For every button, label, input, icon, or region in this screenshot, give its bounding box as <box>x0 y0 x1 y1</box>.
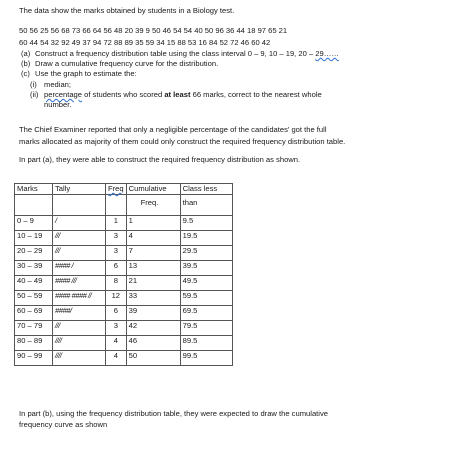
header-marks-blank <box>15 195 53 216</box>
question-c-i <box>30 80 71 90</box>
table-row <box>15 336 233 351</box>
cell-cumulative: 4 <box>126 231 180 246</box>
cell-tally: /// <box>53 321 106 336</box>
report-line-3: In part (a), they were able to construct the required frequency distribution as shown. <box>19 155 301 164</box>
cell-tally: #### #### // <box>53 291 106 306</box>
question-b-text: Draw a cumulative frequency curve for the distribution. <box>35 59 219 68</box>
table-row <box>15 231 233 246</box>
data-line-1: 50 56 25 56 68 73 66 64 56 48 20 39 9 50 46 54 54 40 50 96 36 44 18 97 65 21 <box>19 26 288 35</box>
header-cumulative: Cumulative <box>126 184 180 195</box>
question-c-ii-text2: 66 marks, correct to the nearest whole <box>190 90 322 99</box>
cell-class-less: 69.5 <box>180 306 232 321</box>
cell-class-less: 19.5 <box>180 231 232 246</box>
cell-freq: 4 <box>106 336 127 351</box>
header-marks: Marks <box>15 184 53 195</box>
question-a-squiggle: 29…… <box>315 49 339 58</box>
intro-text: The data show the marks obtained by students in a Biology test. <box>19 6 235 15</box>
cell-freq: 3 <box>106 321 127 336</box>
cell-cumulative: 42 <box>126 321 180 336</box>
cell-marks: 20 – 29 <box>15 246 53 261</box>
cell-class-less: 9.5 <box>180 216 232 231</box>
cell-freq: 3 <box>106 231 127 246</box>
footer-line-1: In part (b), using the frequency distribution table, they were expected to draw the cumulative <box>19 409 328 418</box>
cell-cumulative: 13 <box>126 261 180 276</box>
header-class-less: Class less <box>180 184 232 195</box>
cell-marks: 70 – 79 <box>15 321 53 336</box>
header-freq-text: Freq <box>108 184 124 193</box>
cell-tally: ####/ <box>53 306 106 321</box>
cell-tally: / <box>53 216 106 231</box>
report-line-2: marks allocated as majority of them could only construct the required frequency distribution table. <box>19 137 346 146</box>
table-row <box>15 291 233 306</box>
question-c-i-text: median; <box>44 80 72 89</box>
cell-class-less: 59.5 <box>180 291 232 306</box>
question-c-ii-bold: at least <box>164 90 191 99</box>
question-c-ii-text3: number. <box>44 100 72 109</box>
cell-marks: 80 – 89 <box>15 336 53 351</box>
header-tally: Tally <box>53 184 106 195</box>
cell-freq: 1 <box>106 216 127 231</box>
header-freq <box>106 184 127 195</box>
table-row <box>15 261 233 276</box>
question-c-ii-squiggle: percentage <box>44 90 82 99</box>
header-cum-bottom-text: Freq. <box>140 198 159 207</box>
cell-cumulative: 46 <box>126 336 180 351</box>
footer-line-2: frequency curve as shown <box>19 420 108 429</box>
table-row <box>15 216 233 231</box>
cell-tally: #### / <box>53 261 106 276</box>
cell-tally: //// <box>53 336 106 351</box>
question-a-label: (a) <box>21 49 31 58</box>
cell-cumulative: 7 <box>126 246 180 261</box>
cell-freq: 3 <box>106 246 127 261</box>
cell-cumulative: 1 <box>126 216 180 231</box>
cell-class-less: 49.5 <box>180 276 232 291</box>
cell-cumulative: 39 <box>126 306 180 321</box>
question-b <box>21 59 218 69</box>
cell-cumulative: 21 <box>126 276 180 291</box>
cell-marks: 0 – 9 <box>15 216 53 231</box>
cell-tally: /// <box>53 246 106 261</box>
question-c-text: Use the graph to estimate the: <box>35 69 137 78</box>
cell-tally: #### /// <box>53 276 106 291</box>
header-tally-blank <box>53 195 106 216</box>
question-a-text: Construct a frequency distribution table using the class interval 0 – 9, 10 – 19, 20 – <box>35 49 316 58</box>
header-freq-blank <box>106 195 127 216</box>
cell-marks: 30 – 39 <box>15 261 53 276</box>
question-c <box>21 69 137 79</box>
cell-class-less: 99.5 <box>180 351 232 366</box>
cell-class-less: 79.5 <box>180 321 232 336</box>
table-body <box>15 216 233 366</box>
question-b-label: (b) <box>21 59 31 68</box>
table-row <box>15 246 233 261</box>
question-c-i-label: (i) <box>30 80 37 89</box>
cell-freq: 8 <box>106 276 127 291</box>
table-row <box>15 276 233 291</box>
table-row <box>15 351 233 366</box>
cell-marks: 10 – 19 <box>15 231 53 246</box>
table-row <box>15 306 233 321</box>
cell-marks: 40 – 49 <box>15 276 53 291</box>
header-cumulative-freq <box>126 195 180 216</box>
cell-tally: //// <box>53 351 106 366</box>
cell-freq: 4 <box>106 351 127 366</box>
cell-freq: 6 <box>106 261 127 276</box>
question-c-label: (c) <box>21 69 30 78</box>
cell-tally: /// <box>53 231 106 246</box>
cell-marks: 90 – 99 <box>15 351 53 366</box>
cell-class-less: 89.5 <box>180 336 232 351</box>
cell-cumulative: 33 <box>126 291 180 306</box>
frequency-table <box>14 183 233 366</box>
table-row <box>15 321 233 336</box>
cell-freq: 12 <box>106 291 127 306</box>
question-c-ii-text1: of students who scored <box>82 90 165 99</box>
cell-marks: 50 – 59 <box>15 291 53 306</box>
cell-freq: 6 <box>106 306 127 321</box>
question-c-ii <box>30 90 322 100</box>
question-c-ii-label: (ii) <box>30 90 39 99</box>
report-line-1: The Chief Examiner reported that only a negligible percentage of the candidates' got the full <box>19 125 327 134</box>
header-than: than <box>180 195 232 216</box>
data-line-2: 60 44 54 32 92 49 37 94 72 88 89 35 59 34 15 88 53 16 84 52 72 46 60 42 <box>19 38 271 47</box>
cell-cumulative: 50 <box>126 351 180 366</box>
cell-class-less: 29.5 <box>180 246 232 261</box>
cell-marks: 60 – 69 <box>15 306 53 321</box>
question-a <box>21 49 339 59</box>
cell-class-less: 39.5 <box>180 261 232 276</box>
